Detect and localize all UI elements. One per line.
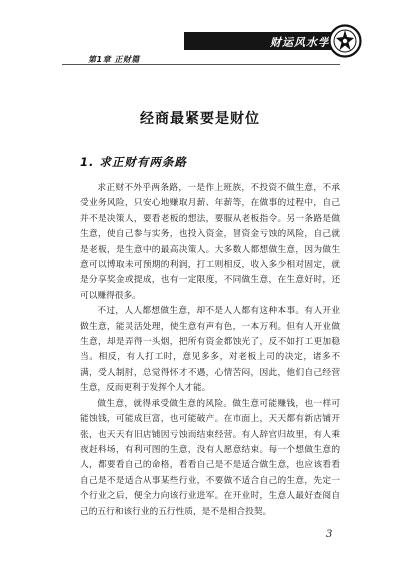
header-rule — [62, 64, 340, 65]
paragraph: 做生意，就得承受做生意的风险。做生意可能赚钱，也一样可能蚀钱，可能成巨富，也可能破产。在市面上，天天都有新店铺开张，也天天有旧店铺因亏蚀而结束经营。有人辞官归故里，有人乘夜赶科场，有利可图的生意，没有人愿意结束。每一个想做生意的人，都要看自己的命格，看看自己是不是适合做生意，也应该看看自己是不是适合从事某些行业，不要做不适合自己的生意，先定一个行业之后，便全力向该行业进军。在开业时，生意人最好查阅自己的五行和该行业的五行性质，是不是相合投契。 — [80, 398, 340, 517]
body-text — [80, 181, 340, 520]
book-title: 财运风水学 — [270, 36, 330, 49]
section-heading: 1. 求正财有两条路 — [80, 155, 187, 169]
paragraph: 不过，人人都想做生意，却不是人人都有这种本事。有人开业做生意，能灵活处理，使生意有声有色，一本万利。但有人开业做生意，却是弄得一头烟，把所有资金都蚀光了，反不如打工更加稳当。相反，有人打工时，意见多多，对老板上司的决定，诸多不满，受人制肘，总觉得怀才不遇，心情苦闷，因此，他们自己经营生意，反而更利于发挥个人才能。 — [80, 306, 340, 394]
running-header-bar — [184, 32, 340, 50]
paragraph: 求正财不外乎两条路，一是作上班族，不投资不做生意，不承受业务风险，只安心地赚取月薪、年薪等，在做事的过程中，自己并不是决策人，要看老板的想法，要服从老板指令。另一条路是做生意，使自己参与实务，也投入资金，冒资金亏蚀的风险，自己就是老板，是生意中的最高决策人。大多数人都想做生意，因为做生意可以博取未可预期的利润，打工则相反，收入多少相对固定，就是分享奖金或提成，也有一定限度，不同做生意，在生意好时，还可以赚得很多。 — [80, 183, 340, 301]
chapter-title: 经商最紧要是财位 — [140, 111, 260, 127]
page-number: 3 — [326, 529, 333, 540]
chapter-label: 第1章 正财篇 — [88, 55, 140, 64]
emblem-icon — [328, 24, 362, 58]
